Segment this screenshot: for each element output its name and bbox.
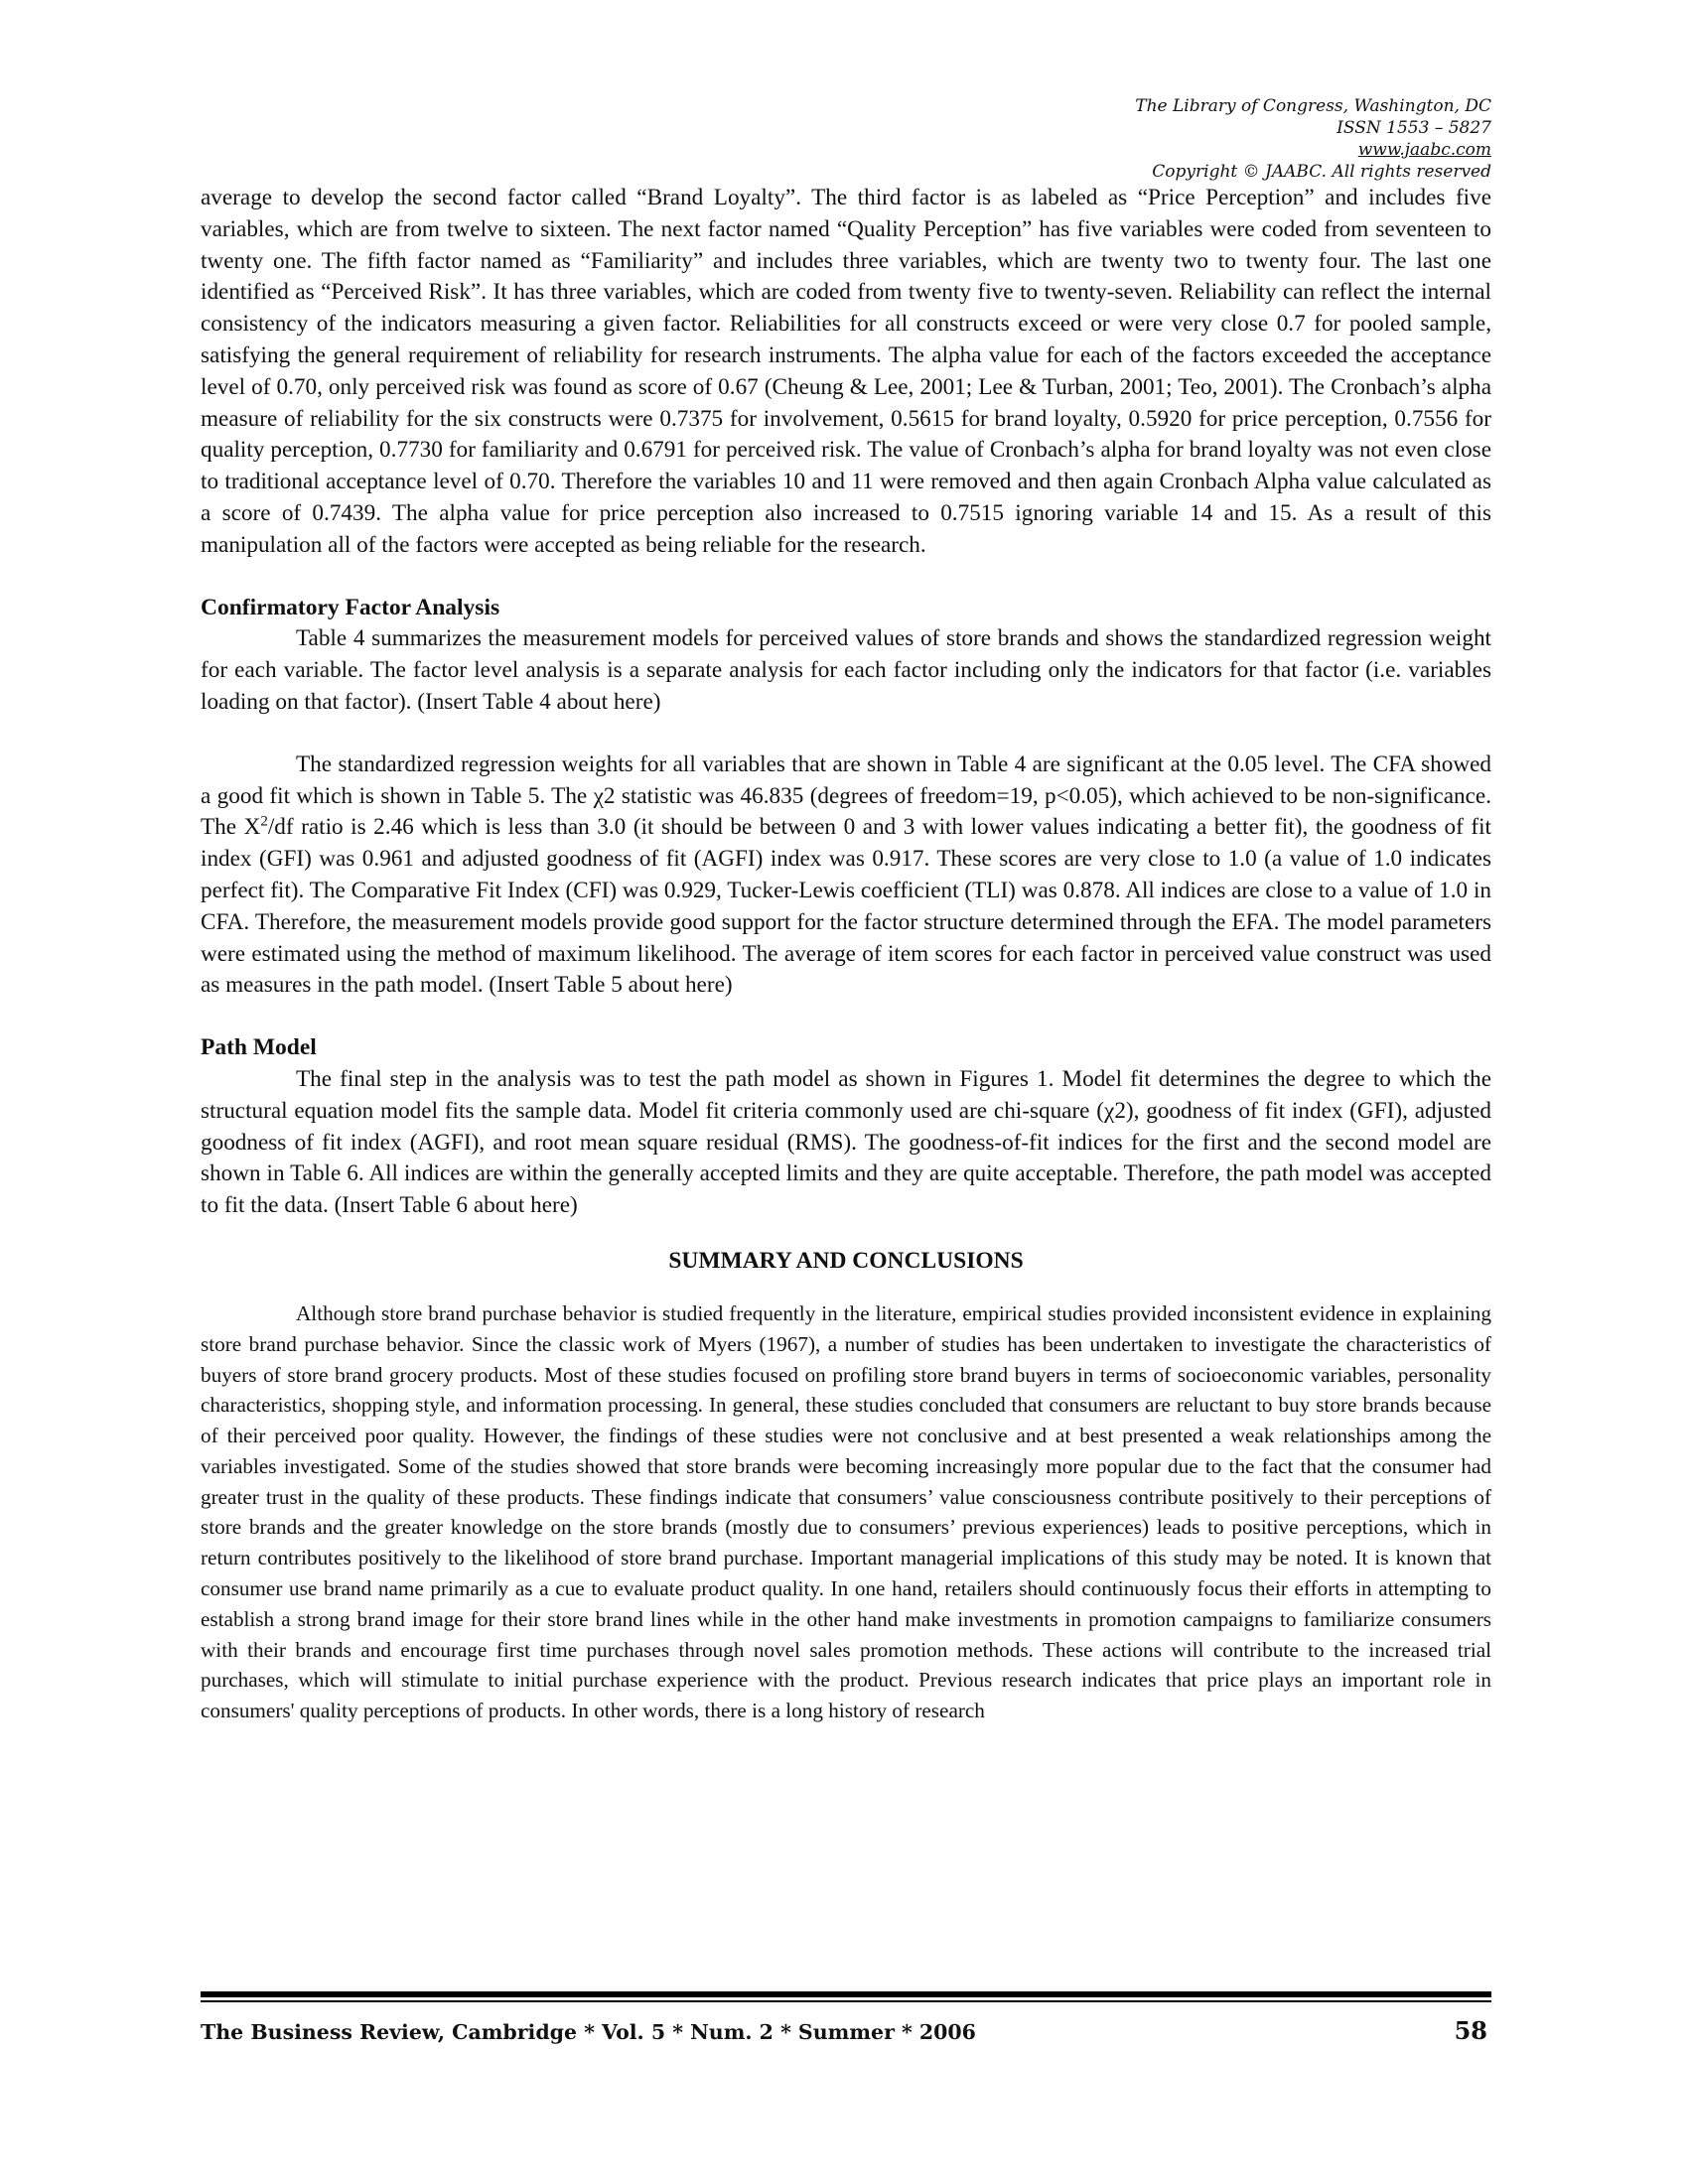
paragraph-reliability: average to develop the second factor called “Brand Loyalty”. The third factor is as labeled as “Price Perception” and includes five variables, which are from twelve to sixteen. The next factor named “Quality Perception” has five variables were coded from seventeen to twenty one. The fifth factor named as “Familiarity” and includes three variables, which are twenty two to twenty four. The last one identified as “Perceived Risk”. It has three variables, which are coded from twenty five to twenty-seven. Reliability can reflect the internal consistency of the indicators measuring a given factor. Reliabilities for all constructs exceed or were very close 0.7 for pooled sample, satisfying the general requirement of reliability for research instruments. The alpha value for each of the factors exceeded the acceptance level of 0.70, only perceived risk was found as score of 0.67 (Cheung & Lee, 2001; Lee & Turban, 2001; Teo, 2001). The Cronbach’s alpha measure of reliability for the six constructs were 0.7375 for involvement, 0.5615 for brand loyalty, 0.5920 for price perception, 0.7556 for quality perception, 0.7730 for familiarity and 0.6791 for perceived risk. The value of Cronbach’s alpha for brand loyalty was not even close to traditional acceptance level of 0.70. Therefore the variables 10 and 11 were removed and then again Cronbach Alpha value calculated as a score of 0.7439. The alpha value for price perception also increased to 0.7515 ignoring variable 14 and 15. As a result of this manipulation all of the factors were accepted as being reliable for the research. [201,185,1491,558]
section-heading-summary: SUMMARY AND CONCLUSIONS [668,1247,1024,1274]
paragraph-cfa-results [201,750,1491,1002]
journal-header [201,95,1491,183]
header-url[interactable]: www.jaabc.com [1357,140,1491,160]
cfa-results-text-b: /df ratio is 2.46 which is less than 3.0 (it should be between 0 and 3 with lower values indicating a better fit), the goodness of fit index (GFI) was 0.961 and adjusted goodness of fit (AGFI) index was 0.917. These scores are very close to 1.0 (a value of 1.0 indicates perfect fit). The Comparative Fit Index (CFI) was 0.929, Tucker-Lewis coefficient (TLI) was 0.878. All indices are close to a value of 1.0 in CFA. Therefore, the measurement models provide good support for the factor structure determined through the EFA. The model parameters were estimated using the method of maximum likelihood. The average of item scores for each factor in perceived value construct was used as measures in the path model. (Insert Table 5 about here) [201,814,1491,999]
footer-rule-thin [201,2000,1491,2002]
page-footer [201,1991,1491,2045]
paragraph-cfa-intro: Table 4 summarizes the measurement models for perceived values of store brands and shows the standardized regression weight for each variable. The factor level analysis is a separate analysis for each factor including only the indicators for that factor (i.e. variables loading on that factor). (Insert Table 4 about here) [201,625,1491,715]
superscript-2: 2 [260,813,268,830]
paragraph-summary: Although store brand purchase behavior is studied frequently in the literature, empirical studies provided inconsistent evidence in explaining store brand purchase behavior. Since the classic work of Myers (1967), a number of studies has been undertaken to investigate the characteristics of buyers of store brand grocery products. Most of these studies focused on profiling store brand buyers in terms of socioeconomic variables, personality characteristics, shopping style, and information processing. In general, these studies concluded that consumers are reluctant to buy store brands because of their perceived poor quality. However, the findings of these studies were not conclusive and at best presented a weak relationships among the variables investigated. Some of the studies showed that store brands were becoming increasingly more popular due to the fact that the consumer had greater trust in the quality of these products. These findings indicate that consumers’ value consciousness contribute positively to their perceptions of store brands and the greater knowledge on the store brands (mostly due to consumers’ previous experiences) leads to positive perceptions, which in return contributes positively to the likelihood of store brand purchase. Important managerial implications of this study may be noted. It is known that consumer use brand name primarily as a cue to evaluate product quality. In one hand, retailers should continuously focus their efforts in attempting to establish a strong brand image for their store brand lines while in the other hand make investments in promotion campaigns to familiarize consumers with their brands and encourage first time purchases through novel sales promotion methods. These actions will contribute to the increased trial purchases, which will stimulate to initial purchase experience with the product. Previous research indicates that price plays an important role in consumers' quality perceptions of products. In other words, there is a long history of research [201,1300,1491,1723]
footer-rule-thick [201,1991,1491,1997]
cfa-results-text-a: The standardized regression weights for all variables that are shown in Table 4 are significant at the 0.05 level. The CFA showed a good fit which is shown in Table 5. The χ2 statistic was 46.835 (degrees of freedom=19, p<0.05), which achieved to be non-significance. The X [201,751,1491,841]
section-heading-path-model: Path Model [201,1034,317,1061]
footer-journal-citation: The Business Review, Cambridge * Vol. 5 * Num. 2 * Summer * 2006 [201,2020,976,2044]
header-publisher: The Library of Congress, Washington, DC [1135,96,1491,116]
page-content [201,95,1491,1726]
paragraph-path-model: The final step in the analysis was to test the path model as shown in Figures 1. Model fit determines the degree to which the structural equation model fits the sample data. Model fit criteria commonly used are chi-square (χ2), goodness of fit index (GFI), adjusted goodness of fit index (AGFI), and root mean square residual (RMS). The goodness-of-fit indices for the first and the second model are shown in Table 6. All indices are within the generally accepted limits and they are quite acceptable. Therefore, the path model was accepted to fit the data. (Insert Table 6 about here) [201,1065,1491,1219]
page-number: 58 [1454,2016,1487,2045]
header-issn: ISSN 1553 – 5827 [1336,118,1491,138]
header-copyright: Copyright © JAABC. All rights reserved [1152,162,1491,182]
section-heading-cfa: Confirmatory Factor Analysis [201,594,500,620]
